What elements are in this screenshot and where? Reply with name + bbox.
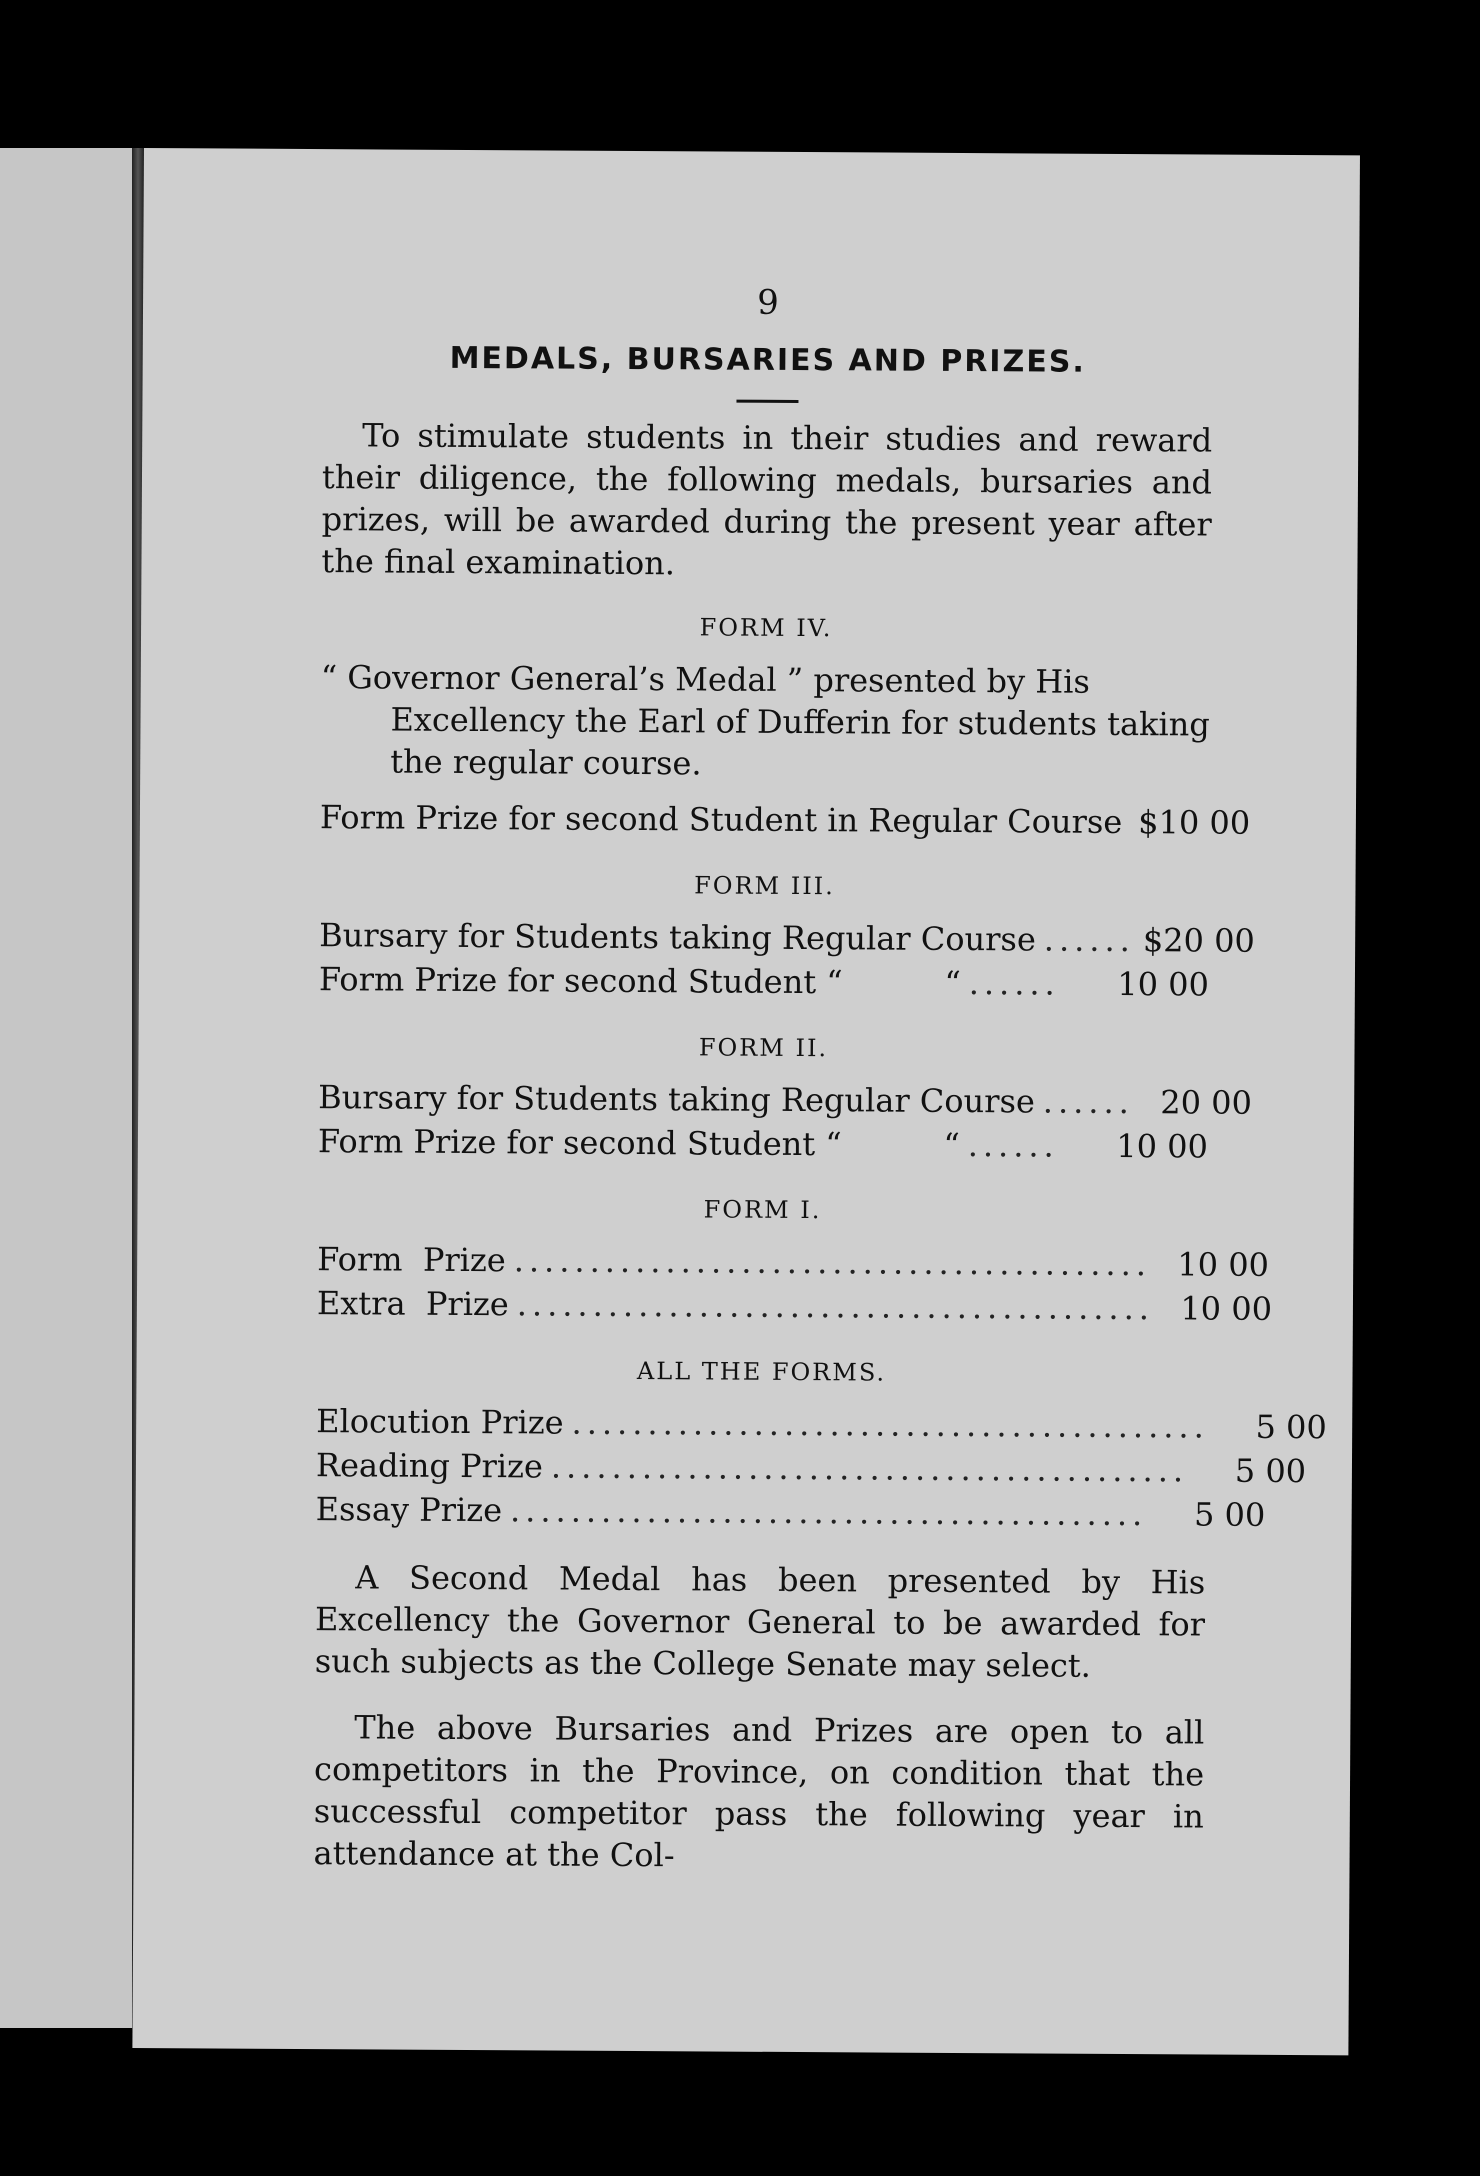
elocution-amount: 5 00 [1255,1407,1327,1447]
form4-prize-amount: $10 00 [1138,803,1251,842]
elocution-row [316,1400,1327,1449]
form4-prize-row [319,796,1251,845]
form3-prize-amount: 10 00 [1117,964,1210,1004]
all-forms-heading: ALL THE FORMS. [636,1357,887,1387]
form2-bursary-leader: ...... [1042,1082,1135,1122]
form1-prize-row [317,1238,1270,1287]
form3-bursary-leader: ...... [1043,920,1135,960]
form4-prize-label: Form Prize for second Student in Regular Course [319,798,1123,841]
form1-prize-label: Form Prize [317,1240,506,1280]
eligibility-paragraph: The above Bursaries and Prizes are open to all competitors in the Province, on condition that the successful competitor pass the following year in attendance at the Col- [313,1708,1205,1875]
form2-prize-label: Form Prize for second Student “ “ [317,1122,960,1165]
form3-bursary-label: Bursary for Students taking Regular Course [319,916,1036,959]
reading-label: Reading Prize [315,1446,544,1486]
form1-prize-leader: .......................................... [513,1241,1152,1284]
document-page [132,148,1360,2055]
elocution-label: Elocution Prize [316,1402,564,1442]
form1-extra-leader: .......................................... [516,1285,1155,1328]
intro-paragraph: To stimulate students in their studies and reward their diligence, the following medals, bursaries and prizes, will be awarded during the present year after the final examination. [321,416,1213,583]
form2-prize-amount: 10 00 [1116,1126,1209,1166]
essay-leader: .......................................... [509,1491,1148,1534]
essay-label: Essay Prize [315,1490,503,1530]
governor-medal-entry: “ Governor General’s Medal ” presented by His Excellency the Earl of Dufferin for students taking the regular course. [320,658,1210,783]
form2-bursary-row [318,1076,1253,1125]
page-content [313,279,1327,1879]
form1-extra-amount: 10 00 [1180,1289,1273,1328]
page-number: 9 [757,282,780,323]
form3-prize-label: Form Prize for second Student “ “ [318,960,961,1003]
form3-bursary-row [319,914,1255,963]
reading-row [315,1444,1307,1493]
form2-bursary-label: Bursary for Students taking Regular Course [318,1078,1035,1121]
form3-bursary-amount: $20 00 [1142,921,1255,960]
form2-prize-row [318,1120,1208,1169]
elocution-leader: .......................................... [571,1403,1209,1446]
heading-rule [736,400,798,403]
form1-heading: FORM I. [703,1195,822,1225]
form1-prize-amount: 10 00 [1177,1245,1270,1284]
facing-page-edge [0,148,140,2028]
form3-prize-leader: ...... [968,964,1060,1003]
second-medal-paragraph: A Second Medal has been presented by His Excellency the Governor General to be awarded for such subjects as the College Senate may select. [314,1558,1206,1685]
essay-amount: 5 00 [1193,1495,1266,1534]
essay-row [315,1488,1266,1537]
form3-prize-row [319,958,1209,1007]
form1-extra-row [316,1282,1273,1331]
form2-prize-leader: ...... [967,1126,1059,1165]
form3-heading: FORM III. [694,871,835,901]
form4-heading: FORM IV. [699,613,833,643]
reading-leader: .......................................... [550,1447,1189,1490]
section-heading: MEDALS, BURSARIES AND PRIZES. [449,340,1086,380]
form1-extra-label: Extra Prize [316,1284,509,1324]
form2-heading: FORM II. [698,1033,829,1063]
form2-bursary-amount: 20 00 [1160,1083,1253,1122]
reading-amount: 5 00 [1234,1451,1307,1491]
